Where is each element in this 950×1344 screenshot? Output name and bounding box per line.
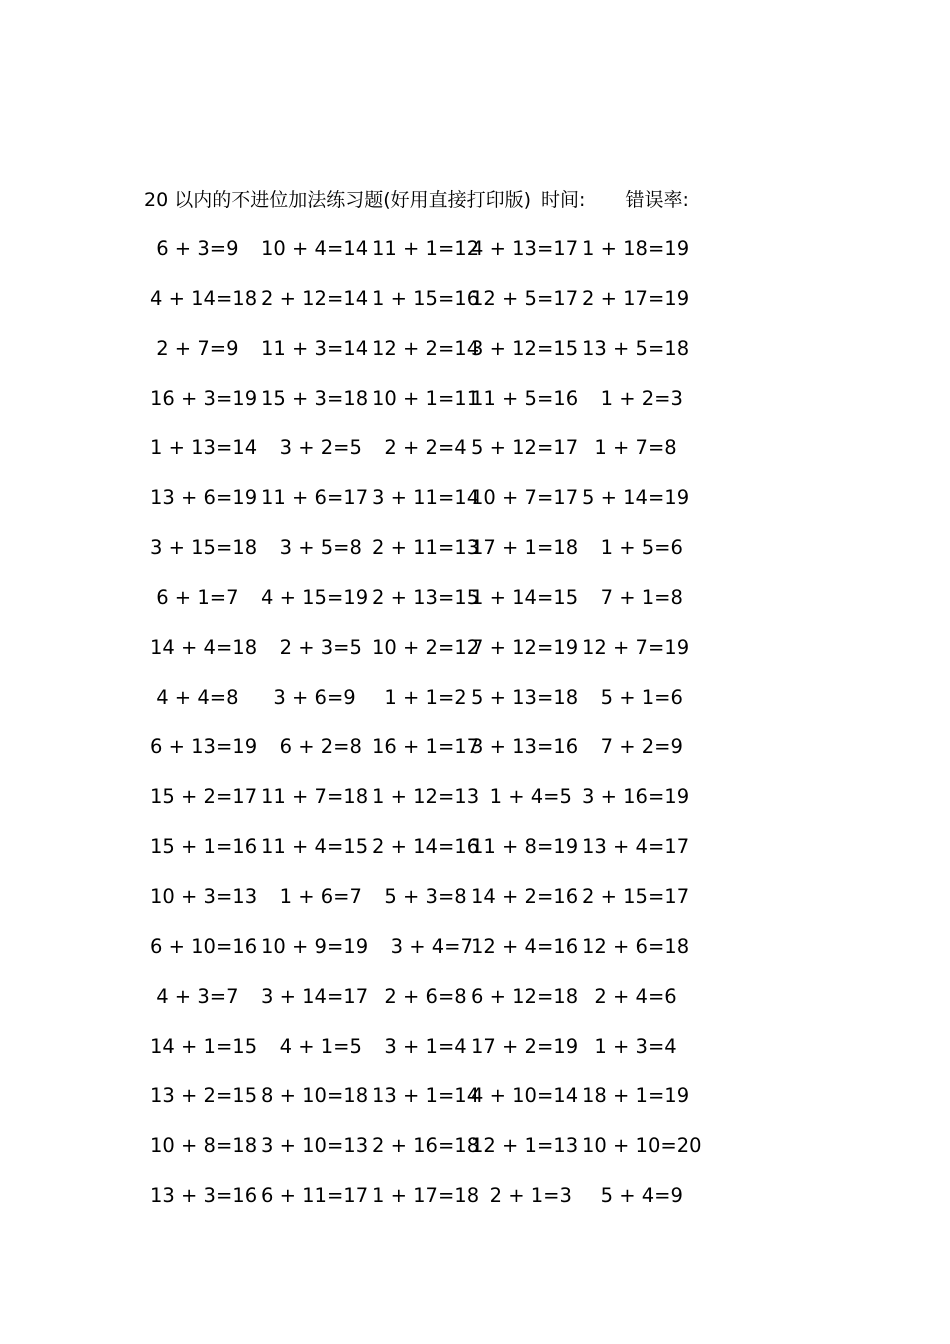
- addition-problem: 3 + 16=19: [582, 785, 690, 809]
- addition-problem: 10 + 10=20: [582, 1134, 702, 1158]
- problem-row: [150, 982, 710, 1032]
- addition-problem: 4 + 10=14: [471, 1084, 579, 1108]
- addition-problem: 2 + 7=9: [150, 336, 239, 360]
- addition-problem: 3 + 4=7: [372, 934, 473, 958]
- addition-problem: 11 + 8=19: [471, 835, 579, 859]
- addition-problem: 10 + 9=19: [261, 934, 369, 958]
- addition-problem: 1 + 15=16: [372, 286, 480, 310]
- problem-row: [150, 732, 710, 782]
- addition-problem: 1 + 7=8: [582, 436, 677, 460]
- addition-problem: 3 + 11=14: [372, 486, 480, 510]
- addition-problem: 15 + 2=17: [150, 785, 258, 809]
- addition-problem: 3 + 5=8: [261, 536, 362, 560]
- addition-problem: 2 + 14=16: [372, 835, 480, 859]
- addition-problem: 13 + 4=17: [582, 835, 690, 859]
- addition-problem: 3 + 15=18: [150, 536, 258, 560]
- addition-problem: 13 + 6=19: [150, 486, 258, 510]
- addition-problem: 6 + 2=8: [261, 735, 362, 759]
- addition-problem: 14 + 4=18: [150, 635, 258, 659]
- addition-problem: 12 + 2=14: [372, 336, 480, 360]
- addition-problem: 13 + 2=15: [150, 1084, 258, 1108]
- problem-row: [150, 1131, 710, 1181]
- problem-row: [150, 284, 710, 334]
- addition-problem: 13 + 5=18: [582, 336, 690, 360]
- problem-row: [150, 1181, 710, 1231]
- problem-row: [150, 234, 710, 284]
- addition-problem: 4 + 15=19: [261, 585, 369, 609]
- problem-row: [150, 1081, 710, 1131]
- addition-problem: 1 + 14=15: [471, 585, 579, 609]
- addition-problem: 7 + 2=9: [582, 735, 683, 759]
- addition-problem: 2 + 2=4: [372, 436, 467, 460]
- addition-problem: 12 + 6=18: [582, 934, 690, 958]
- addition-problem: 2 + 17=19: [582, 286, 690, 310]
- addition-problem: 18 + 1=19: [582, 1084, 690, 1108]
- worksheet-header: [144, 186, 689, 214]
- addition-problem: 14 + 1=15: [150, 1034, 258, 1058]
- addition-problem: 5 + 14=19: [582, 486, 690, 510]
- addition-problem: 13 + 1=14: [372, 1084, 480, 1108]
- problem-row: [150, 782, 710, 832]
- problem-row: [150, 832, 710, 882]
- addition-problem: 4 + 14=18: [150, 286, 258, 310]
- addition-problem: 4 + 4=8: [150, 685, 239, 709]
- addition-problem: 14 + 2=16: [471, 884, 579, 908]
- addition-problem: 10 + 1=11: [372, 386, 480, 410]
- addition-problem: 5 + 12=17: [471, 436, 579, 460]
- addition-problem: 3 + 6=9: [261, 685, 356, 709]
- problem-row: [150, 334, 710, 384]
- addition-problem: 1 + 18=19: [582, 237, 690, 260]
- worksheet-title: 20 以内的不进位加法练习题(好用直接打印版): [144, 189, 532, 211]
- addition-problem: 7 + 1=8: [582, 585, 683, 609]
- problem-grid: [150, 234, 710, 1231]
- problem-row: [150, 932, 710, 982]
- addition-problem: 1 + 5=6: [582, 536, 683, 560]
- addition-problem: 10 + 2=12: [372, 635, 480, 659]
- addition-problem: 10 + 7=17: [471, 486, 579, 510]
- addition-problem: 1 + 12=13: [372, 785, 480, 809]
- addition-problem: 2 + 6=8: [372, 984, 467, 1008]
- addition-problem: 3 + 12=15: [471, 336, 579, 360]
- problem-row: [150, 882, 710, 932]
- addition-problem: 4 + 1=5: [261, 1034, 362, 1058]
- problem-row: [150, 1032, 710, 1082]
- addition-problem: 13 + 3=16: [150, 1184, 258, 1208]
- addition-problem: 11 + 4=15: [261, 835, 369, 859]
- problem-row: [150, 683, 710, 733]
- addition-problem: 2 + 15=17: [582, 884, 690, 908]
- addition-problem: 5 + 13=18: [471, 685, 579, 709]
- addition-problem: 5 + 3=8: [372, 884, 467, 908]
- addition-problem: 17 + 1=18: [471, 536, 579, 560]
- addition-problem: 4 + 13=17: [471, 237, 579, 260]
- addition-problem: 3 + 10=13: [261, 1134, 369, 1158]
- addition-problem: 1 + 3=4: [582, 1034, 677, 1058]
- addition-problem: 1 + 4=5: [471, 785, 572, 809]
- addition-problem: 6 + 13=19: [150, 735, 258, 759]
- problem-row: [150, 533, 710, 583]
- addition-problem: 2 + 4=6: [582, 984, 677, 1008]
- addition-problem: 12 + 5=17: [471, 286, 579, 310]
- addition-problem: 12 + 7=19: [582, 635, 690, 659]
- addition-problem: 3 + 1=4: [372, 1034, 467, 1058]
- addition-problem: 6 + 11=17: [261, 1184, 369, 1208]
- addition-problem: 2 + 13=15: [372, 585, 480, 609]
- addition-problem: 3 + 14=17: [261, 984, 369, 1008]
- problem-row: [150, 483, 710, 533]
- addition-problem: 1 + 17=18: [372, 1184, 480, 1208]
- addition-problem: 5 + 4=9: [582, 1184, 683, 1208]
- addition-problem: 11 + 5=16: [471, 386, 579, 410]
- addition-problem: 15 + 3=18: [261, 386, 369, 410]
- addition-problem: 2 + 11=13: [372, 536, 480, 560]
- addition-problem: 6 + 10=16: [150, 934, 258, 958]
- addition-problem: 3 + 2=5: [261, 436, 362, 460]
- addition-problem: 4 + 3=7: [150, 984, 239, 1008]
- addition-problem: 12 + 4=16: [471, 934, 579, 958]
- addition-problem: 10 + 4=14: [261, 237, 369, 260]
- addition-problem: 2 + 12=14: [261, 286, 369, 310]
- time-label: 时间:: [541, 189, 586, 211]
- addition-problem: 10 + 8=18: [150, 1134, 258, 1158]
- problem-row: [150, 384, 710, 434]
- addition-problem: 3 + 13=16: [471, 735, 579, 759]
- addition-problem: 11 + 1=12: [372, 237, 480, 260]
- addition-problem: 6 + 1=7: [150, 585, 239, 609]
- addition-problem: 6 + 12=18: [471, 984, 579, 1008]
- error-rate-label: 错误率:: [625, 189, 689, 211]
- addition-problem: 7 + 12=19: [471, 635, 579, 659]
- addition-problem: 15 + 1=16: [150, 835, 258, 859]
- addition-problem: 10 + 3=13: [150, 884, 258, 908]
- problem-row: [150, 433, 710, 483]
- addition-problem: 8 + 10=18: [261, 1084, 369, 1108]
- problem-row: [150, 633, 710, 683]
- addition-problem: 1 + 1=2: [372, 685, 467, 709]
- addition-problem: 17 + 2=19: [471, 1034, 579, 1058]
- addition-problem: 2 + 1=3: [471, 1184, 572, 1208]
- addition-problem: 6 + 3=9: [150, 237, 239, 260]
- addition-problem: 1 + 2=3: [582, 386, 683, 410]
- addition-problem: 11 + 3=14: [261, 336, 369, 360]
- problem-row: [150, 583, 710, 633]
- addition-problem: 2 + 16=18: [372, 1134, 480, 1158]
- addition-problem: 5 + 1=6: [582, 685, 683, 709]
- addition-problem: 2 + 3=5: [261, 635, 362, 659]
- addition-problem: 16 + 1=17: [372, 735, 480, 759]
- addition-problem: 1 + 13=14: [150, 436, 258, 460]
- addition-problem: 1 + 6=7: [261, 884, 362, 908]
- addition-problem: 11 + 7=18: [261, 785, 369, 809]
- addition-problem: 11 + 6=17: [261, 486, 369, 510]
- addition-problem: 16 + 3=19: [150, 386, 258, 410]
- addition-problem: 12 + 1=13: [471, 1134, 579, 1158]
